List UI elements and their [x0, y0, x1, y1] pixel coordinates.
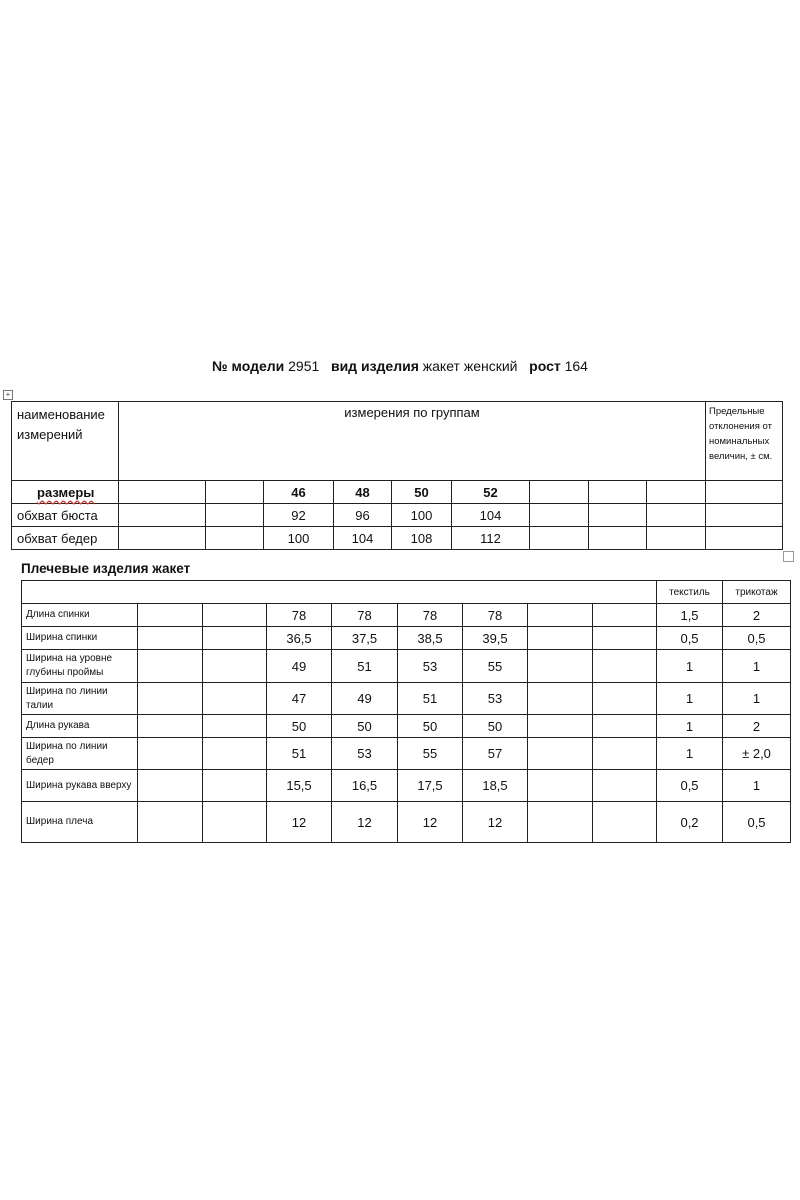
value-cell: 51 — [398, 683, 463, 715]
empty-cell — [589, 527, 647, 550]
value-cell: 12 — [398, 802, 463, 843]
height-label: рост — [529, 358, 561, 374]
empty-cell — [203, 627, 267, 650]
value-cell: 108 — [392, 527, 452, 550]
empty-cell — [119, 527, 206, 550]
empty-cell — [528, 715, 593, 738]
row-label: Ширина спинки — [22, 627, 138, 650]
empty-header-cell — [22, 581, 657, 604]
table2-header-row — [22, 581, 791, 604]
empty-cell — [203, 683, 267, 715]
empty-cell — [593, 650, 657, 683]
empty-cell — [706, 481, 783, 504]
table-row — [22, 683, 791, 715]
empty-cell — [203, 738, 267, 770]
empty-cell — [138, 650, 203, 683]
empty-cell — [203, 604, 267, 627]
table-row — [22, 604, 791, 627]
size-cell: 48 — [334, 481, 392, 504]
value-cell: 50 — [463, 715, 528, 738]
empty-cell — [138, 604, 203, 627]
value-cell: 53 — [463, 683, 528, 715]
value-cell: 50 — [398, 715, 463, 738]
empty-cell — [593, 683, 657, 715]
empty-cell — [138, 715, 203, 738]
table-resize-handle-icon[interactable] — [783, 551, 794, 562]
table-row — [22, 650, 791, 683]
value-cell: 16,5 — [332, 770, 398, 802]
value-cell: 50 — [267, 715, 332, 738]
empty-cell — [138, 627, 203, 650]
value-cell: 100 — [392, 504, 452, 527]
table-row — [12, 504, 783, 527]
empty-cell — [706, 504, 783, 527]
value-cell: 55 — [463, 650, 528, 683]
empty-cell — [528, 683, 593, 715]
empty-cell — [530, 481, 589, 504]
row-label: Длина спинки — [22, 604, 138, 627]
row-label: Ширина по линии бедер — [22, 738, 138, 770]
table1-header-row — [12, 402, 783, 481]
tol-textile-cell: 1,5 — [657, 604, 723, 627]
value-cell: 92 — [264, 504, 334, 527]
row-label: Ширина рукава вверху — [22, 770, 138, 802]
tol-textile-cell: 1 — [657, 715, 723, 738]
empty-cell — [528, 802, 593, 843]
value-cell: 55 — [398, 738, 463, 770]
value-cell: 49 — [267, 650, 332, 683]
kind-label: вид изделия — [330, 358, 419, 374]
empty-cell — [203, 715, 267, 738]
height-value: 164 — [564, 358, 588, 374]
tol-textile-cell: 0,5 — [657, 627, 723, 650]
value-cell: 104 — [452, 504, 530, 527]
table-row — [22, 627, 791, 650]
value-cell: 78 — [398, 604, 463, 627]
value-cell: 38,5 — [398, 627, 463, 650]
empty-cell — [589, 481, 647, 504]
sizes-row — [12, 481, 783, 504]
value-cell: 100 — [264, 527, 334, 550]
tol-header-textile: текстиль — [657, 581, 723, 604]
tol-knit-cell: 2 — [723, 715, 791, 738]
sizes-label: размеры — [12, 481, 119, 504]
empty-cell — [203, 770, 267, 802]
tol-textile-cell: 0,2 — [657, 802, 723, 843]
empty-cell — [528, 604, 593, 627]
empty-cell — [203, 650, 267, 683]
table-move-handle-icon[interactable]: + — [3, 390, 13, 400]
row-label: обхват бюста — [12, 504, 119, 527]
empty-cell — [138, 802, 203, 843]
value-cell: 37,5 — [332, 627, 398, 650]
empty-cell — [119, 504, 206, 527]
value-cell: 12 — [267, 802, 332, 843]
value-cell: 53 — [398, 650, 463, 683]
tol-textile-cell: 1 — [657, 738, 723, 770]
value-cell: 12 — [332, 802, 398, 843]
row-label: Ширина плеча — [22, 802, 138, 843]
tol-knit-cell: 2 — [723, 604, 791, 627]
section-subtitle: Плечевые изделия жакет — [21, 561, 191, 576]
empty-cell — [203, 802, 267, 843]
value-cell: 78 — [267, 604, 332, 627]
empty-cell — [706, 527, 783, 550]
model-label: № модели — [212, 358, 285, 374]
value-cell: 104 — [334, 527, 392, 550]
row-label: Длина рукава — [22, 715, 138, 738]
value-cell: 112 — [452, 527, 530, 550]
value-cell: 50 — [332, 715, 398, 738]
tol-knit-cell: 1 — [723, 770, 791, 802]
empty-cell — [528, 650, 593, 683]
tol-knit-cell: 1 — [723, 683, 791, 715]
empty-cell — [593, 604, 657, 627]
empty-cell — [528, 627, 593, 650]
table-row — [12, 527, 783, 550]
empty-cell — [593, 715, 657, 738]
empty-cell — [528, 770, 593, 802]
kind-value: жакет женский — [422, 358, 518, 374]
row-label: Ширина на уровне глубины проймы — [22, 650, 138, 683]
empty-cell — [119, 481, 206, 504]
value-cell: 12 — [463, 802, 528, 843]
empty-cell — [206, 504, 264, 527]
measure-header: измерения по группам — [119, 402, 706, 481]
table-row — [22, 715, 791, 738]
empty-cell — [593, 738, 657, 770]
size-cell: 52 — [452, 481, 530, 504]
empty-cell — [647, 504, 706, 527]
size-cell: 46 — [264, 481, 334, 504]
value-cell: 49 — [332, 683, 398, 715]
empty-cell — [138, 683, 203, 715]
size-cell: 50 — [392, 481, 452, 504]
col-name-header: наименование измерений — [12, 402, 119, 481]
tol-textile-cell: 1 — [657, 683, 723, 715]
value-cell: 57 — [463, 738, 528, 770]
empty-cell — [138, 770, 203, 802]
value-cell: 96 — [334, 504, 392, 527]
empty-cell — [530, 527, 589, 550]
shoulder-garments-table — [21, 580, 791, 843]
value-cell: 15,5 — [267, 770, 332, 802]
size-measurements-table — [11, 401, 783, 550]
tol-knit-cell: 1 — [723, 650, 791, 683]
value-cell: 51 — [267, 738, 332, 770]
table-row — [22, 770, 791, 802]
empty-cell — [530, 504, 589, 527]
tol-textile-cell: 1 — [657, 650, 723, 683]
model-value: 2951 — [288, 358, 320, 374]
empty-cell — [647, 481, 706, 504]
empty-cell — [593, 770, 657, 802]
value-cell: 53 — [332, 738, 398, 770]
empty-cell — [138, 738, 203, 770]
value-cell: 18,5 — [463, 770, 528, 802]
value-cell: 78 — [332, 604, 398, 627]
row-label: обхват бедер — [12, 527, 119, 550]
empty-cell — [647, 527, 706, 550]
value-cell: 51 — [332, 650, 398, 683]
table-row — [22, 802, 791, 843]
value-cell: 36,5 — [267, 627, 332, 650]
value-cell: 17,5 — [398, 770, 463, 802]
tol-textile-cell: 0,5 — [657, 770, 723, 802]
value-cell: 47 — [267, 683, 332, 715]
deviation-header: Предельные отклонения от номинальных величин, ± см. — [706, 402, 783, 481]
row-label: Ширина по линии талии — [22, 683, 138, 715]
empty-cell — [206, 481, 264, 504]
tol-knit-cell: 0,5 — [723, 802, 791, 843]
tol-knit-cell: 0,5 — [723, 627, 791, 650]
value-cell: 78 — [463, 604, 528, 627]
empty-cell — [589, 504, 647, 527]
empty-cell — [528, 738, 593, 770]
table-row — [22, 738, 791, 770]
tol-header-knit: трикотаж — [723, 581, 791, 604]
tol-knit-cell: ± 2,0 — [723, 738, 791, 770]
value-cell: 39,5 — [463, 627, 528, 650]
empty-cell — [593, 627, 657, 650]
empty-cell — [593, 802, 657, 843]
document-title — [0, 358, 800, 374]
empty-cell — [206, 527, 264, 550]
